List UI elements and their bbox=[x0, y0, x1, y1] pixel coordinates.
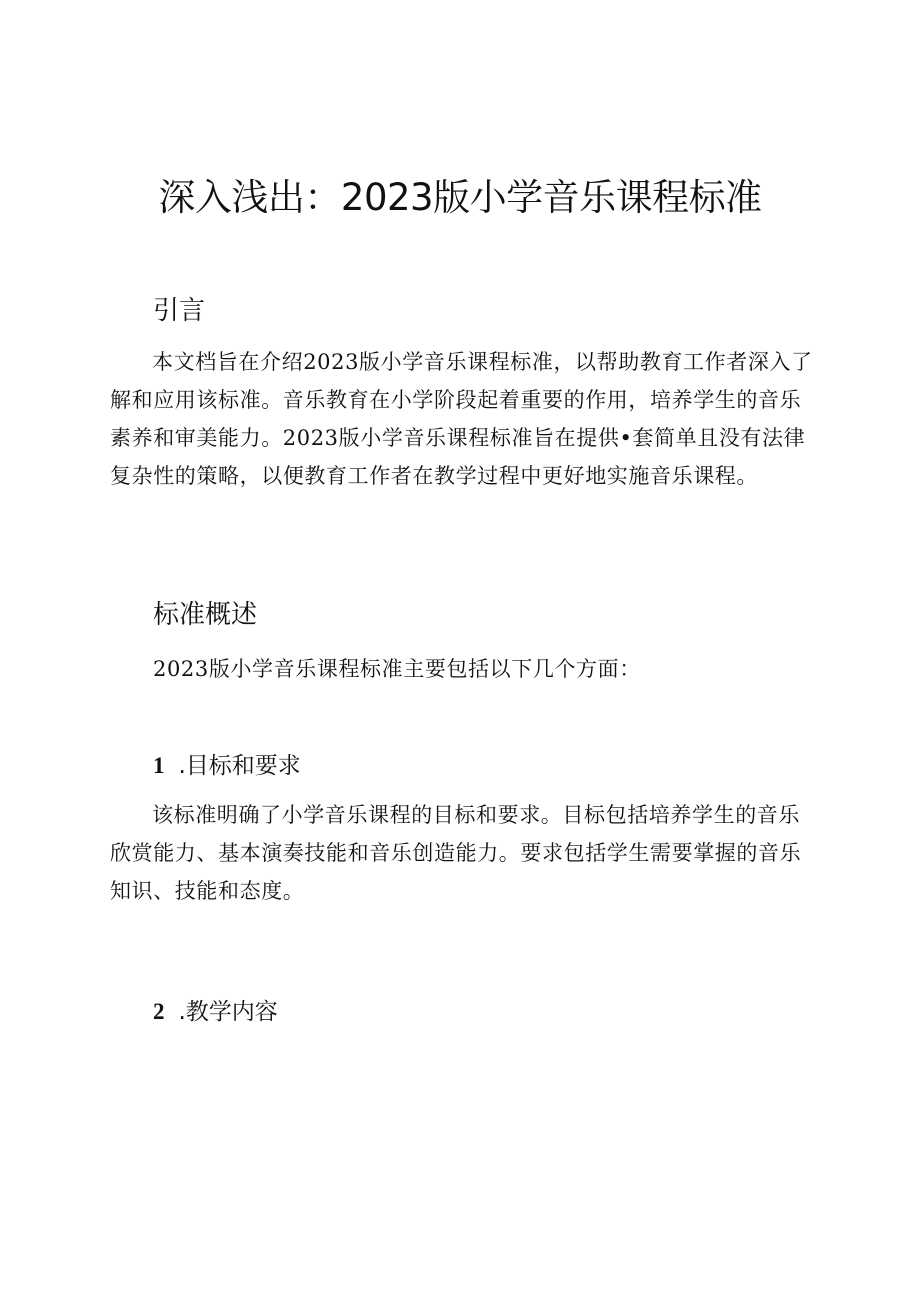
document-title: 深入浅出：2023版小学音乐课程标准 bbox=[158, 176, 762, 219]
intro-paragraph: 本文档旨在介绍2023版小学音乐课程标准，以帮助教育工作者深入了解和应用该标准。音乐教育在小学阶段起着重要的作用，培养学生的音乐素养和审美能力。2023版小学音乐课程标准旨在提供•套简单且没有法律复杂性的策略，以便教育工作者在教学过程中更好地实施音乐课程。 bbox=[110, 350, 813, 488]
goals-paragraph: 该标准明确了小学音乐课程的目标和要求。目标包括培养学生的音乐欣赏能力、基本演奏技能和音乐创造能力。要求包括学生需要掌握的音乐知识、技能和态度。 bbox=[110, 803, 802, 903]
item-number: 2 bbox=[153, 999, 165, 1024]
item-heading-text: .教学内容 bbox=[178, 999, 278, 1025]
overview-paragraph: 2023版小学音乐课程标准主要包括以下几个方面： bbox=[153, 657, 641, 681]
item-heading-text: .目标和要求 bbox=[178, 753, 301, 779]
section-heading-intro: 引言 bbox=[153, 296, 206, 326]
item-heading-content bbox=[153, 996, 278, 1028]
item-heading-goals bbox=[153, 750, 301, 782]
item-number: 1 bbox=[153, 753, 165, 778]
section-heading-overview: 标准概述 bbox=[153, 600, 258, 630]
